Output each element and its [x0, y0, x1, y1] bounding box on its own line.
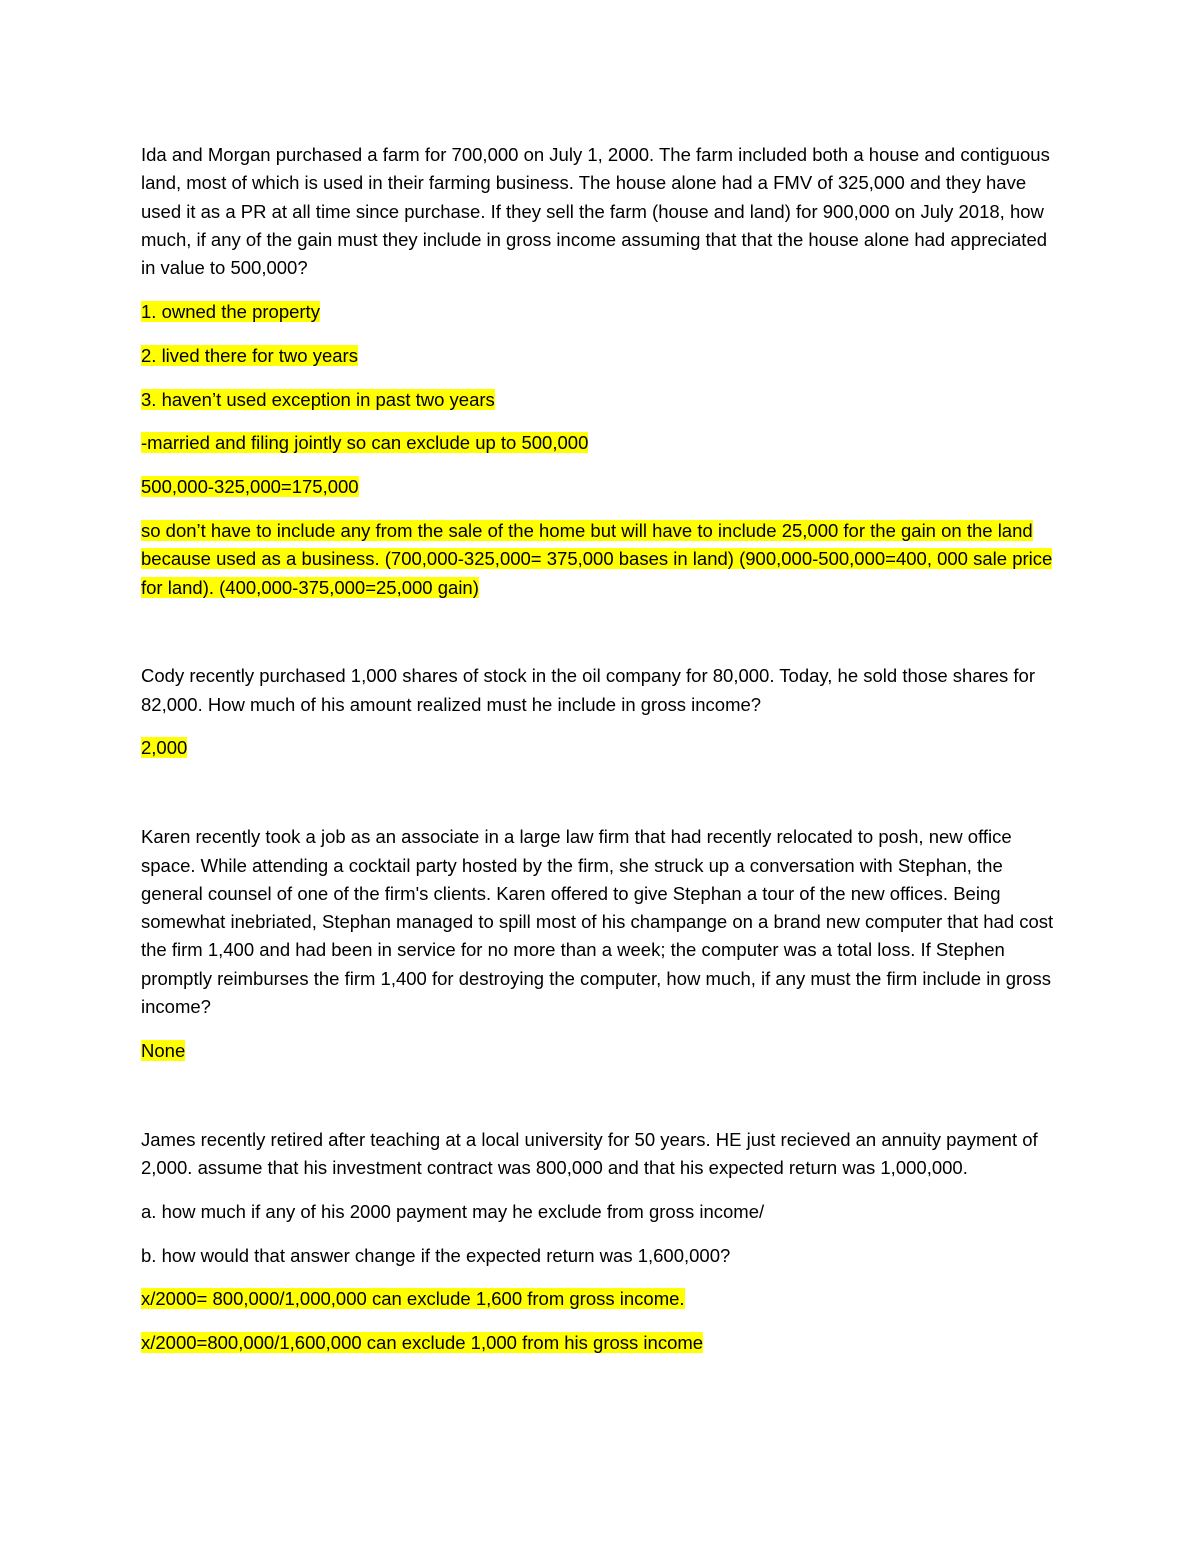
answer-line	[141, 1329, 1061, 1357]
highlighted-answer: 1. owned the property	[141, 300, 320, 322]
question-james: James recently retired after teaching at a local university for 50 years. HE just recieved an annuity payment of 2,000. assume that his investment contract was 800,000 and that his expected return was 1,000,000.	[141, 1128, 1038, 1178]
answer-line	[141, 1285, 1061, 1313]
answer-line	[141, 429, 1061, 457]
answer-line	[141, 517, 1061, 602]
highlighted-answer: 3. haven’t used exception in past two years	[141, 388, 495, 410]
paragraph-gap	[141, 1081, 1061, 1126]
answer-line	[141, 298, 1061, 326]
answer-line	[141, 342, 1061, 370]
highlighted-answer: so don’t have to include any from the sale of the home but will have to include 25,000 for the gain on the land because used as a business. (700,000-325,000= 375,000 bases in land) (900,000-500,000=400, 000 sale price for land). (400,000-375,000=25,000 gain)	[141, 519, 1053, 598]
highlighted-answer: x/2000= 800,000/1,000,000 can exclude 1,600 from gross income.	[141, 1288, 685, 1310]
answer-line	[141, 386, 1061, 414]
answer-line	[141, 473, 1061, 501]
highlighted-answer: 2. lived there for two years	[141, 344, 358, 366]
paragraph-gap	[141, 617, 1061, 662]
paragraph-gap	[141, 778, 1061, 823]
highlighted-answer: 500,000-325,000=175,000	[141, 476, 359, 498]
highlighted-answer: None	[141, 1039, 186, 1061]
question-part-b: b. how would that answer change if the expected return was 1,600,000?	[141, 1244, 731, 1266]
question-ida-morgan: Ida and Morgan purchased a farm for 700,000 on July 1, 2000. The farm included both a house and contiguous land, most of which is used in their farming business. The house alone had a FMV of 325,000 and they have used it as a PR at all time since purchase. If they sell the farm (house and land) for 900,000 on July 2018, how much, if any of the gain must they include in gross income assuming that that the house alone had appreciated in value to 500,000?	[141, 144, 1050, 279]
highlighted-answer: -married and filing jointly so can exclude up to 500,000	[141, 432, 589, 454]
question-cody: Cody recently purchased 1,000 shares of stock in the oil company for 80,000. Today, he sold those shares for 82,000. How much of his amount realized must he include in gross income?	[141, 665, 1035, 715]
highlighted-answer: 2,000	[141, 737, 188, 759]
answer-line	[141, 734, 1061, 762]
answer-line	[141, 1037, 1061, 1065]
highlighted-answer: x/2000=800,000/1,600,000 can exclude 1,000 from his gross income	[141, 1332, 704, 1354]
question-part-a: a. how much if any of his 2000 payment may he exclude from gross income/	[141, 1200, 765, 1222]
document-body	[141, 141, 1061, 1373]
question-karen: Karen recently took a job as an associate in a large law firm that had recently relocated to posh, new office space. While attending a cocktail party hosted by the firm, she struck up a conversation with Stephan, the general counsel of one of the firm's clients. Karen offered to give Stephan a tour of the new offices. Being somewhat inebriated, Stephan managed to spill most of his champange on a brand new computer that had cost the firm 1,400 and had been in service for no more than a week; the computer was a total loss. If Stephen promptly reimburses the firm 1,400 for destroying the computer, how much, if any must the firm include in gross income?	[141, 826, 1054, 1018]
